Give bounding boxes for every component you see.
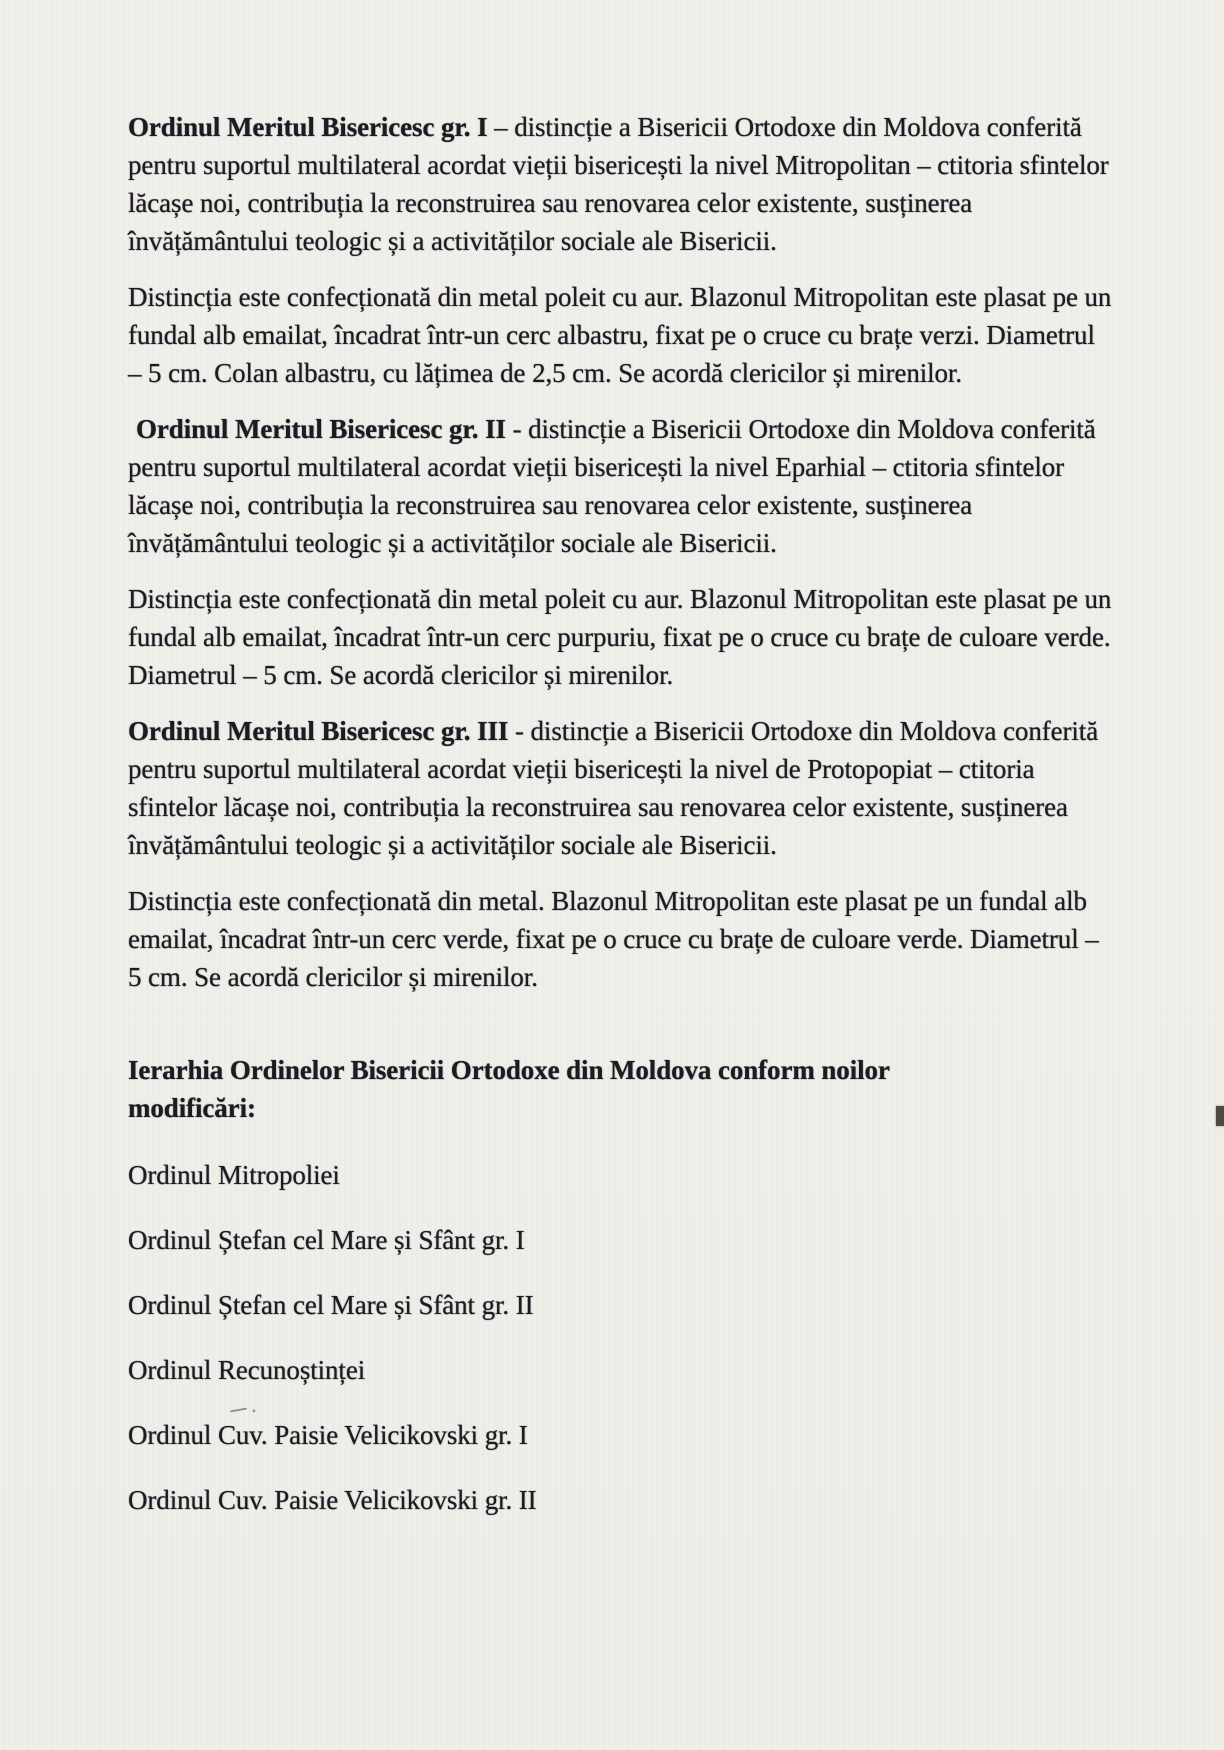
gr3-details-text: Distincția este confecționată din metal. Blazonul Mitropolitan este plasat pe un fundal alb emailat, încadrat într-un cerc verde, fixat pe o cruce cu brațe de culoare verde. Diametrul – 5 cm. Se acordă clericilor și mirenilor. (128, 886, 1099, 992)
order-gr3-title: Ordinul Meritul Bisericesc gr. III (128, 716, 509, 746)
scan-artifact-edge-mark (1216, 1106, 1224, 1126)
order-gr3-description: distincție a Bisericii Ortodoxe din Moldova conferită pentru suportul multilateral acordat vieții bisericești la nivel de Protopopiat – ctitoria sfintelor lăcașe noi, contribuția la reconstruirea sau renovarea celor existente, susținerea învățământului teologic și a activităților sociale ale Bisericii. (128, 716, 1099, 860)
order-gr1-title: Ordinul Meritul Bisericesc gr. I (128, 112, 488, 142)
document-body (128, 108, 1113, 1546)
hierarchy-item-mitropoliei: Ordinul Mitropoliei (128, 1160, 340, 1190)
paragraph-gr2-details (128, 580, 1113, 694)
separator-hyphen: - (508, 716, 531, 746)
paragraph-gr1-details (128, 278, 1113, 392)
hierarchy-item-recunostintei: Ordinul Recunoștinței (128, 1355, 366, 1385)
hierarchy-item-paisie-gr2: Ordinul Cuv. Paisie Velicikovski gr. II (128, 1485, 537, 1515)
separator-hyphen: - (505, 414, 529, 444)
hierarchy-heading-line1: Ierarhia Ordinelor Bisericii Ortodoxe din Moldova conform noilor (128, 1055, 890, 1085)
order-gr2-title: Ordinul Meritul Bisericesc gr. II (136, 414, 506, 444)
hierarchy-item-stefan-gr2: Ordinul Ștefan cel Mare și Sfânt gr. II (128, 1290, 534, 1320)
paragraph-order-gr3 (128, 712, 1113, 864)
gr2-details-text: Distincția este confecționată din metal poleit cu aur. Blazonul Mitropolitan este plasat pe un fundal alb emailat, încadrat într-un cerc purpuriu, fixat pe o cruce cu brațe de culoare verde. Diametrul – 5 cm. Se acordă clericilor și mirenilor. (128, 584, 1112, 690)
order-gr2-description: distincție a Bisericii Ortodoxe din Moldova conferită pentru suportul multilateral acordat vieții bisericești la nivel Eparhial – ctitoria sfintelor lăcașe noi, contribuția la reconstruirea sau renovarea celor existente, susținerea învățământului teologic și a activităților sociale ale Bisericii. (128, 414, 1096, 558)
hierarchy-heading-line2: modificări: (128, 1093, 256, 1123)
separator-dash: – (487, 112, 515, 142)
hierarchy-heading (128, 1051, 1113, 1127)
hierarchy-item-stefan-gr1: Ordinul Ștefan cel Mare și Sfânt gr. I (128, 1225, 525, 1255)
order-gr1-description: distincție a Bisericii Ortodoxe din Moldova conferită pentru suportul multilateral acordat vieții bisericești la nivel Mitropolitan – ctitoria sfintelor lăcașe noi, contribuția la reconstruirea sau renovarea celor existente, susținerea învățământului teologic și a activităților sociale ale Bisericii. (128, 112, 1109, 256)
hierarchy-item-paisie-gr1: Ordinul Cuv. Paisie Velicikovski gr. I (128, 1420, 528, 1450)
paragraph-gr3-details (128, 882, 1113, 996)
paragraph-order-gr2 (128, 410, 1113, 562)
gr1-details-text: Distincția este confecționată din metal poleit cu aur. Blazonul Mitropolitan este plasat pe un fundal alb emailat, încadrat într-un cerc albastru, fixat pe o cruce cu brațe verzi. Diametrul – 5 cm. Colan albastru, cu lățimea de 2,5 cm. Se acordă clericilor și mirenilor. (128, 282, 1112, 388)
paragraph-order-gr1 (128, 108, 1113, 260)
